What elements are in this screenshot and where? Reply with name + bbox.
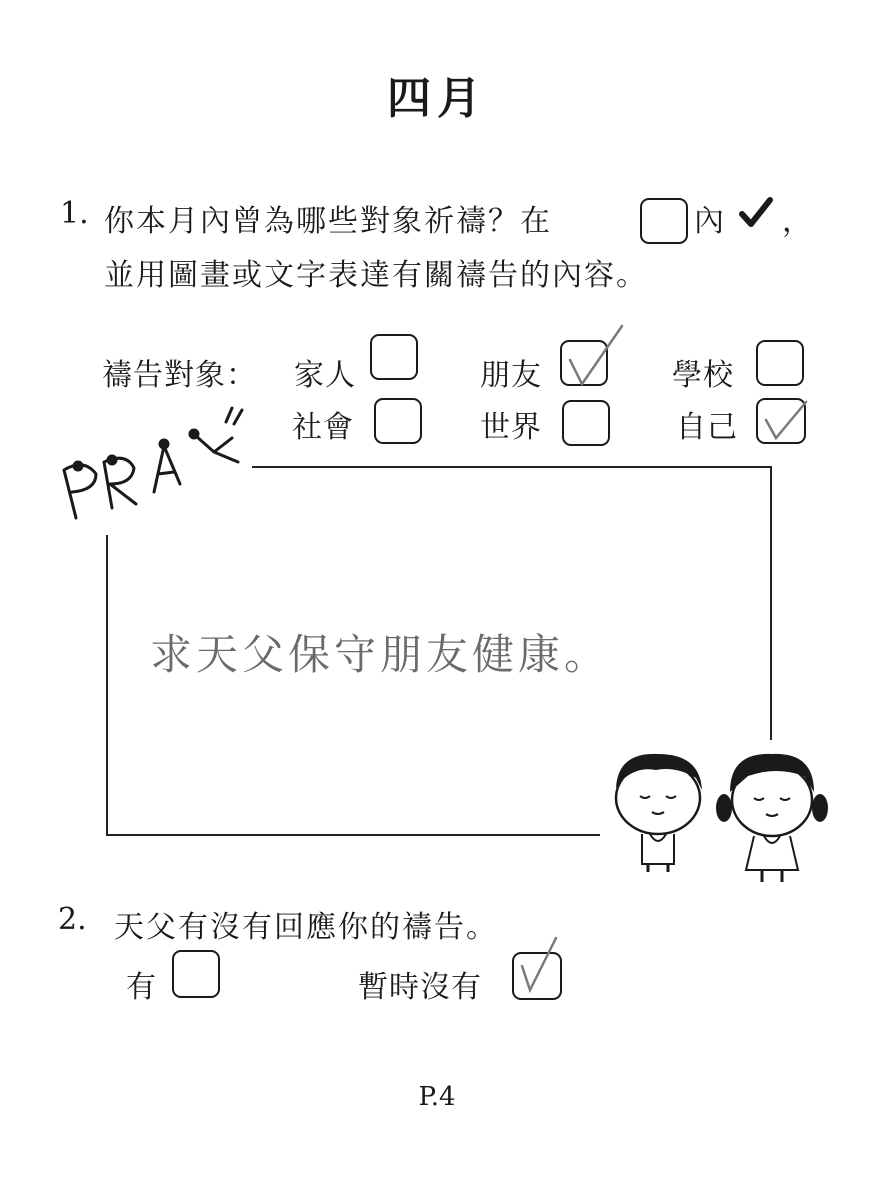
question-1-line-1 <box>104 196 552 240</box>
question-1-text-before-box: 你本月內曾為哪些對象祈禱？在 <box>104 204 552 239</box>
option-family-label: 家人 <box>294 358 356 393</box>
pencil-check-icon <box>560 320 626 390</box>
answer-yes-label: 有 <box>126 970 157 1005</box>
option-school-checkbox[interactable] <box>756 340 804 386</box>
answer-yes-checkbox[interactable] <box>172 950 220 998</box>
option-friends-label: 朋友 <box>480 358 542 393</box>
question-1-comma: ， <box>782 204 813 239</box>
option-world-checkbox[interactable] <box>562 400 610 446</box>
question-1-line-2: 並用圖畫或文字表達有關禱告的內容。 <box>104 258 648 293</box>
check-mark-icon <box>738 196 774 232</box>
page-number: P.4 <box>418 1082 456 1112</box>
pencil-check-icon <box>756 396 810 444</box>
answer-not-yet-label: 暫時沒有 <box>358 970 482 1005</box>
praying-boy-illustration <box>606 748 710 878</box>
option-world-label: 世界 <box>480 410 542 445</box>
option-family-checkbox[interactable] <box>370 334 418 380</box>
option-society-checkbox[interactable] <box>374 398 422 444</box>
page-title: 四月 <box>387 73 487 124</box>
question-2-text: 天父有沒有回應你的禱告。 <box>114 910 498 945</box>
praying-girl-illustration <box>716 748 826 888</box>
prayer-handwriting: 求天父保守朋友健康。 <box>150 630 611 679</box>
option-school-label: 學校 <box>672 358 734 393</box>
pray-art-text: PRAY <box>116 527 122 529</box>
pray-lettering-art <box>56 400 256 530</box>
option-self-label: 自己 <box>676 410 738 445</box>
option-society-label: 社會 <box>292 410 354 445</box>
question-2-number: 2. <box>58 902 87 937</box>
example-checkbox <box>640 198 688 244</box>
pencil-check-icon <box>514 934 564 998</box>
question-1-number: 1. <box>60 196 89 231</box>
question-1-text-after-box: 內 <box>694 204 725 239</box>
options-label: 禱告對象： <box>102 358 257 393</box>
